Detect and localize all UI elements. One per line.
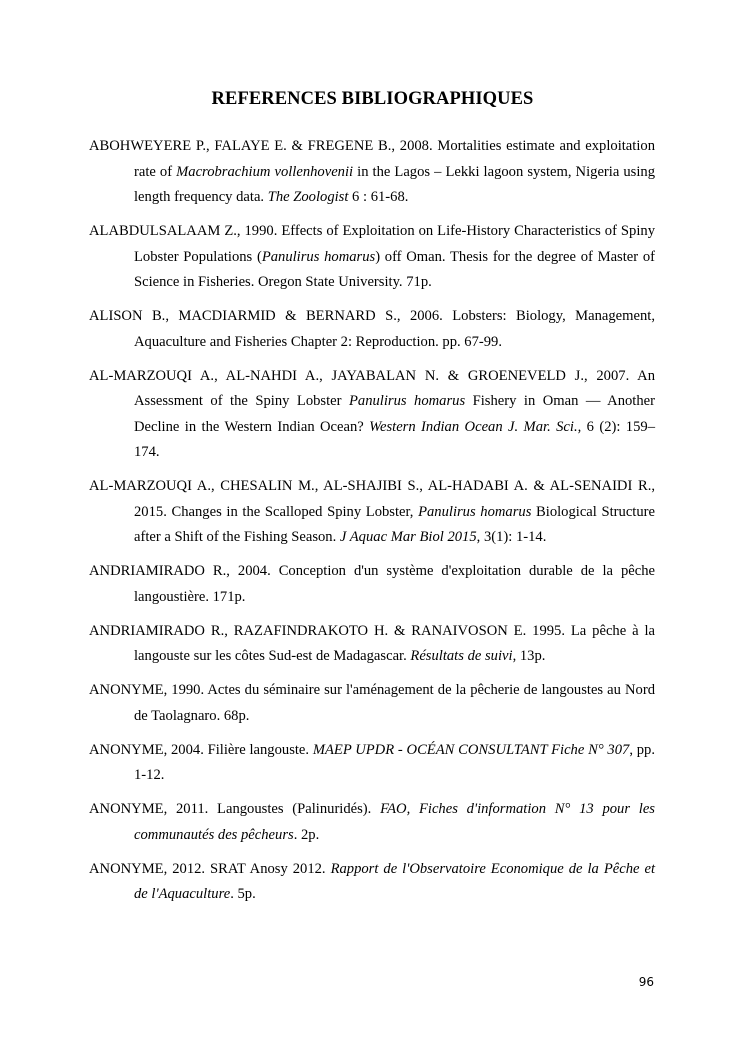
reference-text: Biological Structure after a Shift of the Fishing Season. xyxy=(134,503,655,545)
reference-italic-text: FAO, Fiches d'information N° 13 pour les communautés des pêcheurs xyxy=(134,801,655,843)
reference-italic-text: Western Indian Ocean J. Mar. Sci., xyxy=(369,418,582,435)
reference-text: ALABDULSALAAM Z., 1990. Effects of Exploitation on Life-History Characteristics of Spiny Lobster Populations ( xyxy=(89,223,655,265)
reference-italic-text: Panulirus homarus xyxy=(348,393,466,409)
reference-text: AL-MARZOUQI A., CHESALIN M., AL-SHAJIBI S., AL-HADABI A. & AL-SENAIDI R., 2015. Changes in the Scalloped Spiny Lobster, xyxy=(89,478,655,520)
reference-text: , 13p. xyxy=(512,648,546,664)
reference-text: ABOHWEYERE P., FALAYE E. & FREGENE B., 2008. Mortalities estimate and exploitation rate of xyxy=(89,138,655,180)
reference-entry xyxy=(89,304,655,355)
reference-text: ANONYME, 2004. Filière langouste. xyxy=(89,741,313,758)
reference-text: ANDRIAMIRADO R., 2004. Conception d'un système d'exploitation durable de la pêche langoustière. 171p. xyxy=(89,563,655,605)
reference-text: ANONYME, 2012. SRAT Anosy 2012. xyxy=(89,860,331,877)
reference-text: , 3(1): 1-14. xyxy=(476,529,547,545)
reference-entry xyxy=(89,678,655,729)
reference-text: in the Lagos – Lekki lagoon system, Nigeria using length frequency data. xyxy=(134,163,655,205)
reference-text: 6 : 61-68. xyxy=(348,189,409,205)
reference-italic-text: J Aquac Mar Biol 2015 xyxy=(339,529,477,545)
reference-italic-text: Panulirus homarus xyxy=(418,503,532,520)
reference-entry xyxy=(89,797,655,848)
reference-text: ANONYME, 1990. Actes du séminaire sur l'aménagement de la pêcherie de langoustes au Nord de Taolagnaro. 68p. xyxy=(89,682,655,724)
reference-text: ANDRIAMIRADO R., RAZAFINDRAKOTO H. & RANAIVOSON E. 1995. La pêche à la langouste sur les côtes Sud-est de Madagascar. xyxy=(89,622,655,664)
reference-entry xyxy=(89,134,655,211)
reference-entry xyxy=(89,364,655,466)
reference-text: ANONYME, 2011. Langoustes (Palinuridés). xyxy=(89,801,381,817)
page-title: REFERENCES BIBLIOGRAPHIQUES xyxy=(211,89,534,109)
reference-entry xyxy=(89,738,655,789)
reference-italic-text: Rapport de l'Observatoire Economique de la Pêche et de l'Aquaculture xyxy=(134,860,655,902)
reference-text: Fishery in Oman — Another Decline in the Western Indian Ocean? xyxy=(134,393,655,435)
reference-text: , pp. 1-12. xyxy=(134,741,655,783)
reference-text: ) off Oman. Thesis for the degree of Master of Science in Fisheries. Oregon State University. 71p. xyxy=(134,248,655,290)
reference-text: . 5p. xyxy=(230,886,256,902)
reference-text: ALISON B., MACDIARMID & BERNARD S., 2006. Lobsters: Biology, Management, Aquaculture and Fisheries Chapter 2: Reproduction. pp. 67-99. xyxy=(89,308,655,350)
reference-italic-text: Résultats de suivi xyxy=(410,648,513,664)
reference-italic-text: Macrobrachium vollenhovenii xyxy=(176,163,354,180)
reference-entry xyxy=(89,474,655,551)
reference-italic-text: MAEP UPDR - OCÉAN CONSULTANT Fiche N° 307 xyxy=(312,741,630,758)
reference-list xyxy=(89,134,655,916)
reference-italic-text: Panulirus homarus xyxy=(261,248,376,265)
reference-text: . 2p. xyxy=(293,826,320,843)
page-number: 96 xyxy=(638,975,654,989)
reference-entry xyxy=(89,559,655,610)
reference-text: AL-MARZOUQI A., AL-NAHDI A., JAYABALAN N. & GROENEVELD J., 2007. An Assessment of the Spiny Lobster xyxy=(89,367,655,409)
reference-entry xyxy=(89,219,655,296)
reference-entry xyxy=(89,619,655,670)
reference-entry xyxy=(89,857,655,908)
reference-text: 6 (2): 159–174. xyxy=(134,418,655,460)
reference-italic-text: The Zoologist xyxy=(267,189,349,205)
